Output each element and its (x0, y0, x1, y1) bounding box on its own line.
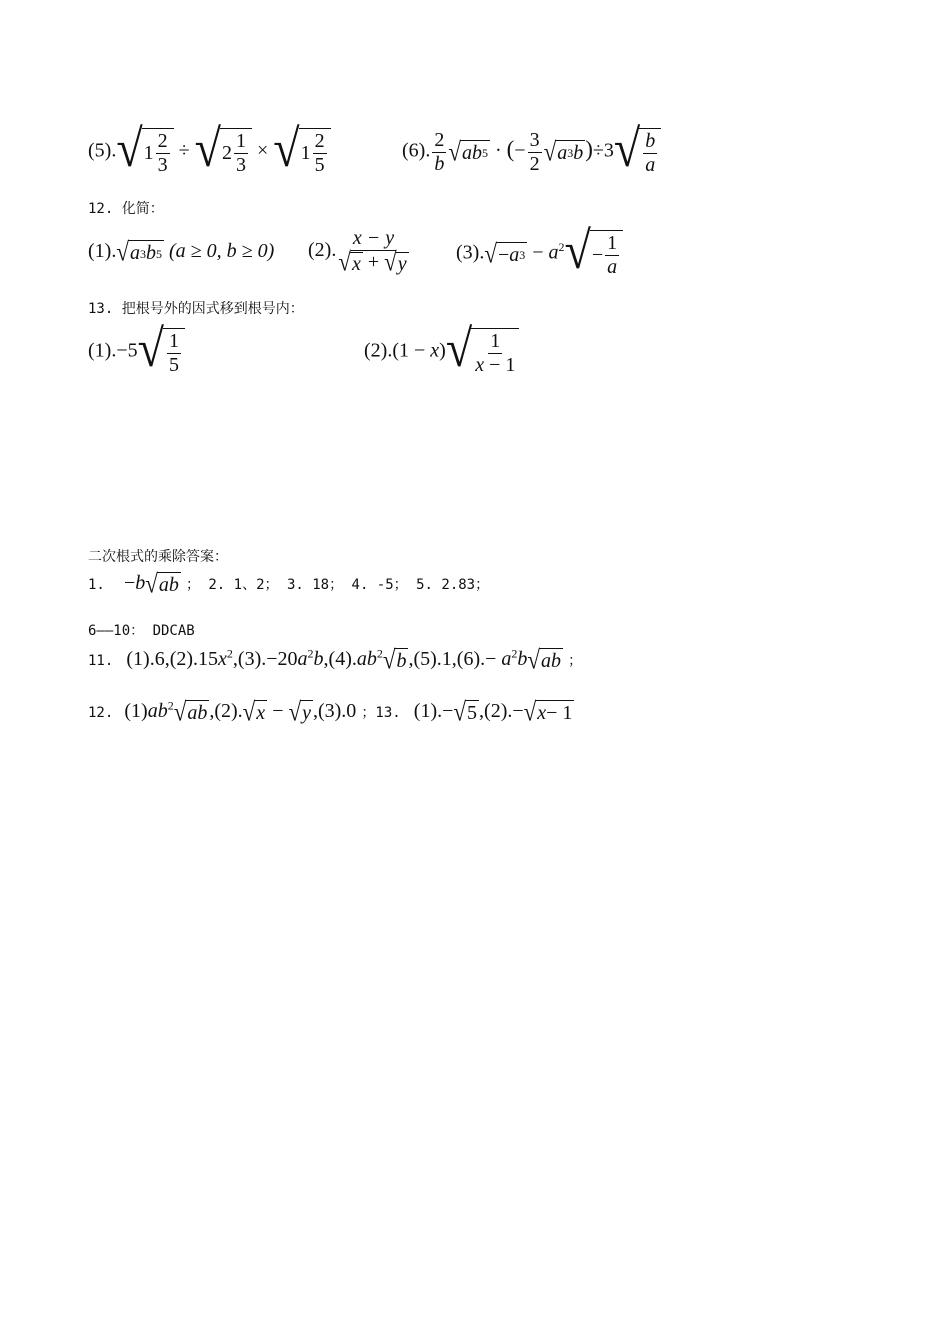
q12-item1-label: (1). (88, 240, 117, 263)
answers-line1-rest: ； 2. 1、2； 3. 18； 4. -5； 5. 2.83； (185, 577, 490, 594)
answers-line1 (88, 569, 490, 599)
answers-line4-prefix: 12. (88, 705, 114, 722)
answers-line3-prefix: 11. (88, 653, 114, 670)
q12-item2: (2). x − y √ x + √ y (308, 227, 407, 277)
answers-line3 (88, 645, 583, 675)
answer-1-expression: −b √ ab (123, 569, 179, 599)
sqrt-2-1-3: √ 2 $\frac{1}{3}$ (195, 128, 252, 176)
answers-line4 (88, 697, 574, 727)
q12-item1-condition: (a ≥ 0, b ≥ 0) (168, 240, 275, 263)
q11-item5-label: (5). (88, 139, 117, 162)
q12-item2-label: (2). (308, 239, 337, 262)
answer-13-expression: (1).− √ 5 ,(2).− √ x − 1 (413, 697, 573, 727)
q13-item1-label: (1). (88, 339, 117, 362)
q12-item1: (1). √ a 3 b 5 (a ≥ 0, b ≥ 0) (88, 237, 275, 267)
q12-heading: 12. 化简： (88, 201, 164, 217)
q13-heading: 13. 把根号外的因式移到根号内： (88, 301, 304, 317)
q13-item1: (1).−5 √ $\frac{1}{5}$ (88, 328, 185, 376)
answer-11-expression: $(1).6,(2).15x^2,(3).-20a^2b,(4).ab^2$ √ b $,(5).1,(6).- a^2b$ √ ab (126, 645, 562, 675)
q11-item5: (5). √ 1 $\frac{2}{3}$ ÷ √ 2 $\frac{1}{3}$ × √ 1 $\frac{2}{5}$ (88, 128, 331, 176)
answers-line3-tail: ； (568, 653, 583, 670)
q12-item3: (3). √ − a 3 − $a^2$ √ − $\frac{1}{a}$ (456, 230, 623, 278)
q13-item2-label: (2). (364, 339, 393, 362)
answers-title: 二次根式的乘除答案： (88, 549, 228, 565)
sqrt-1-2-5: √ 1 $\frac{2}{5}$ (273, 128, 330, 176)
answers-line1-prefix: 1. (88, 577, 105, 594)
answers-line2: 6——10： DDCAB (88, 623, 195, 639)
sqrt-1-2-3: √ 1 $\frac{2}{3}$ (116, 128, 173, 176)
q12-item3-label: (3). (456, 241, 485, 264)
q13-item2: (2).(1 − x) √ $\frac{1}{x - 1}$ (364, 328, 519, 376)
answer-12-expression: $(1)ab^2$ √ ab ,(2). √ x − √ y ,(3).0 (124, 697, 357, 727)
answers-line4-mid: ；13. (361, 705, 401, 722)
q11-item6-label: (6). (402, 139, 431, 162)
q11-item6: (6). $\frac{2}{b}$ √ ab 5 · (− $\frac{3}{2}$ √ a 3 b )÷3 √ $\frac{b}{a}$ (402, 128, 661, 176)
